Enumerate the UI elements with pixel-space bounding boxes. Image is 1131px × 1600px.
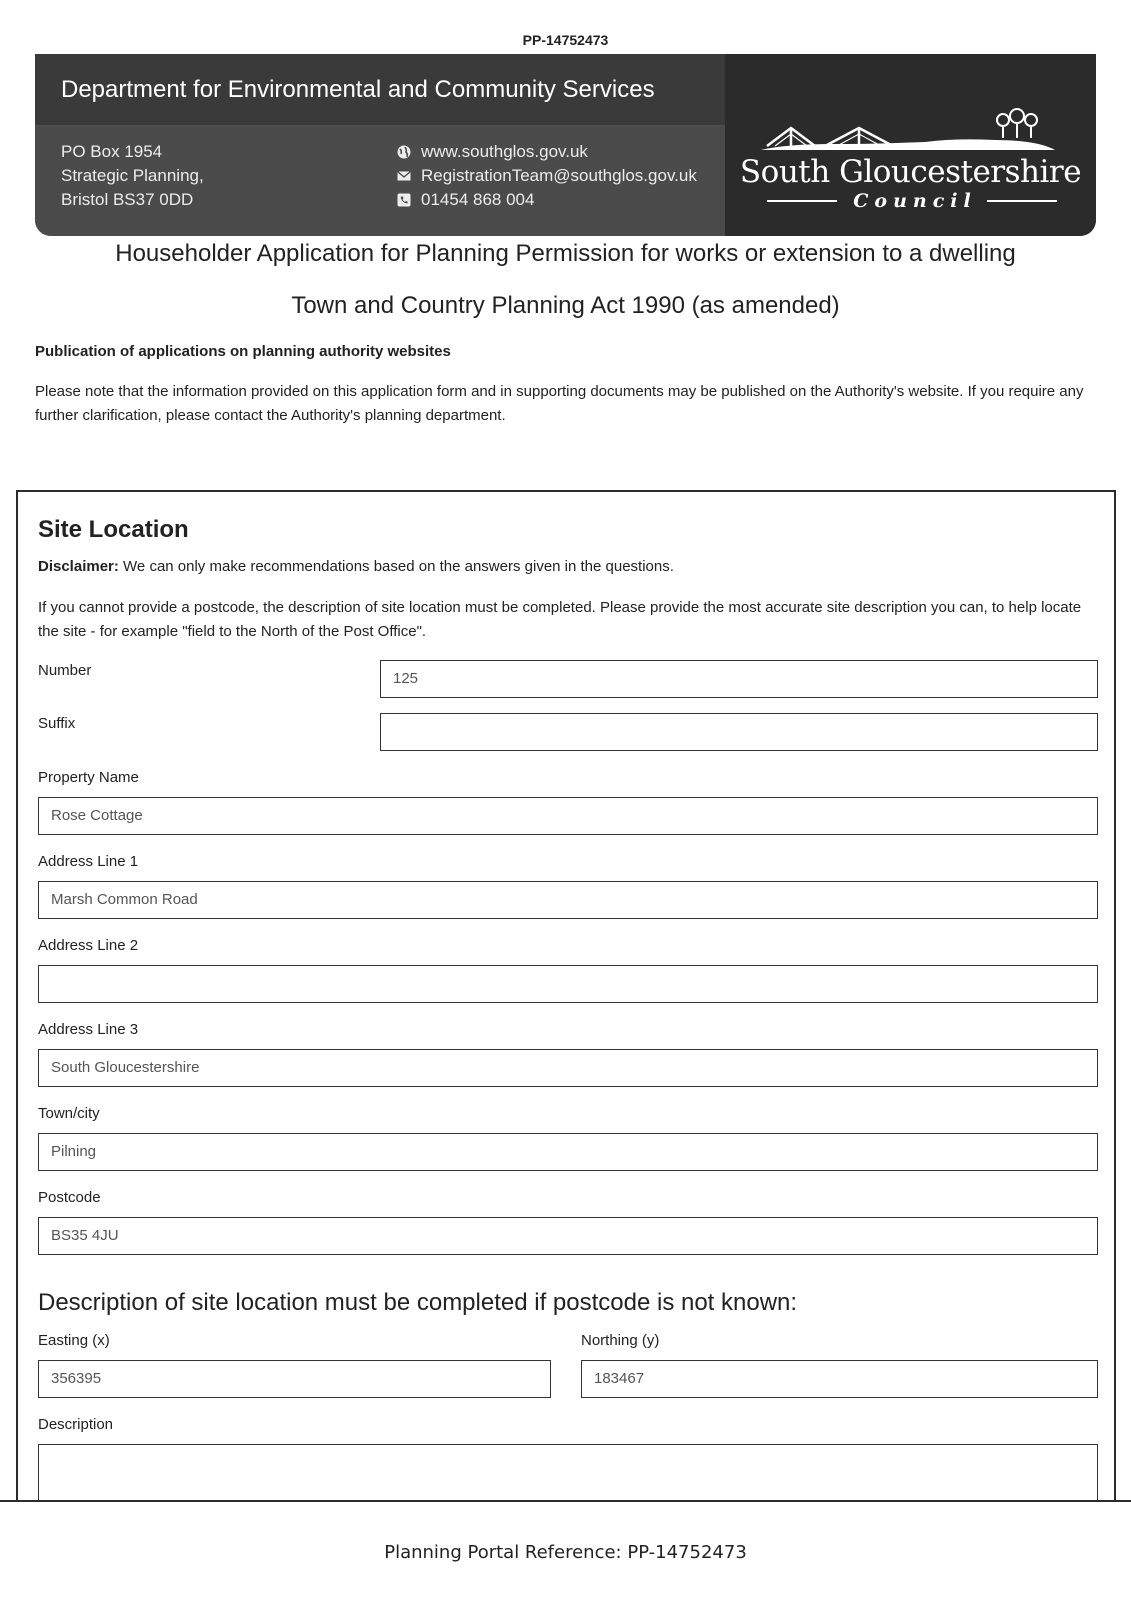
easting-field[interactable]: 356395 bbox=[38, 1360, 551, 1398]
site-location-section bbox=[16, 490, 1116, 1500]
town-city-field[interactable]: Pilning bbox=[38, 1133, 1098, 1171]
email-link[interactable]: RegistrationTeam@southglos.gov.uk bbox=[421, 166, 697, 185]
description-heading: Description of site location must be completed if postcode is not known: bbox=[38, 1289, 798, 1316]
logo-subtitle-row bbox=[767, 190, 1057, 212]
form-title: Householder Application for Planning Permission for works or extension to a dwelling bbox=[115, 240, 1016, 267]
bridge-trees-emblem-icon bbox=[755, 106, 1065, 158]
northing-field[interactable]: 183467 bbox=[581, 1360, 1098, 1398]
publication-notice: Please note that the information provided on this application form and in supporting documents may be published on the Authority's website. If you require any further clarification, please contact the Authority's planning department. bbox=[35, 383, 1084, 424]
address-line: Bristol BS37 0DD bbox=[61, 190, 194, 209]
globe-icon bbox=[397, 145, 411, 159]
address-line: Strategic Planning, bbox=[61, 166, 204, 185]
town-city-label: Town/city bbox=[38, 1105, 100, 1122]
address-line-1-label: Address Line 1 bbox=[38, 853, 139, 870]
header-info-panel bbox=[35, 54, 725, 236]
website-link[interactable]: www.southglos.gov.uk bbox=[421, 142, 588, 161]
footer-reference: Planning Portal Reference: PP-14752473 bbox=[384, 1542, 747, 1563]
footer-divider bbox=[0, 1500, 1131, 1502]
logo-rule-right bbox=[987, 200, 1057, 202]
disclaimer-label: Disclaimer: bbox=[38, 558, 119, 575]
address-line: PO Box 1954 bbox=[61, 142, 163, 161]
contact-bar bbox=[35, 125, 725, 236]
disclaimer bbox=[38, 558, 674, 575]
northing-label: Northing (y) bbox=[581, 1332, 660, 1349]
email-contact bbox=[397, 164, 697, 188]
publication-heading: Publication of applications on planning authority websites bbox=[35, 343, 451, 360]
postcode-note: If you cannot provide a postcode, the description of site location must be completed. Please provide the most accurate site description you can, to help locate the site - for example "field to the North of the Post Office". bbox=[38, 599, 1082, 640]
description-label: Description bbox=[38, 1416, 114, 1433]
address-line-1-field[interactable]: Marsh Common Road bbox=[38, 881, 1098, 919]
website-contact bbox=[397, 140, 697, 164]
phone-icon bbox=[397, 193, 411, 207]
reference-number-top: PP-14752473 bbox=[522, 32, 609, 48]
council-logo bbox=[725, 54, 1096, 236]
form-act-subtitle: Town and Country Planning Act 1990 (as amended) bbox=[291, 292, 840, 319]
number-label: Number bbox=[38, 662, 92, 679]
property-name-field[interactable]: Rose Cottage bbox=[38, 797, 1098, 835]
department-title: Department for Environmental and Community Services bbox=[61, 76, 655, 103]
address-line-3-label: Address Line 3 bbox=[38, 1021, 139, 1038]
number-field[interactable]: 125 bbox=[380, 660, 1098, 698]
postal-address bbox=[61, 140, 204, 212]
disclaimer-text: We can only make recommendations based on the answers given in the questions. bbox=[118, 558, 674, 575]
description-field[interactable] bbox=[38, 1444, 1098, 1500]
postcode-field[interactable]: BS35 4JU bbox=[38, 1217, 1098, 1255]
suffix-field[interactable] bbox=[380, 713, 1098, 751]
postcode-label: Postcode bbox=[38, 1189, 101, 1206]
address-line-3-field[interactable]: South Gloucestershire bbox=[38, 1049, 1098, 1087]
property-name-label: Property Name bbox=[38, 769, 139, 786]
easting-label: Easting (x) bbox=[38, 1332, 110, 1349]
address-line-2-field[interactable] bbox=[38, 965, 1098, 1003]
contact-details bbox=[397, 140, 697, 212]
logo-rule-left bbox=[767, 200, 837, 202]
envelope-icon bbox=[397, 169, 411, 183]
address-line-2-label: Address Line 2 bbox=[38, 937, 139, 954]
department-bar bbox=[35, 54, 725, 125]
phone-contact bbox=[397, 188, 697, 212]
header-banner bbox=[35, 54, 1096, 236]
section-title: Site Location bbox=[38, 516, 189, 543]
phone-number: 01454 868 004 bbox=[421, 190, 535, 209]
suffix-label: Suffix bbox=[38, 715, 76, 732]
logo-council-name: South Gloucestershire bbox=[739, 154, 1082, 190]
logo-subtitle: Council bbox=[853, 190, 977, 212]
